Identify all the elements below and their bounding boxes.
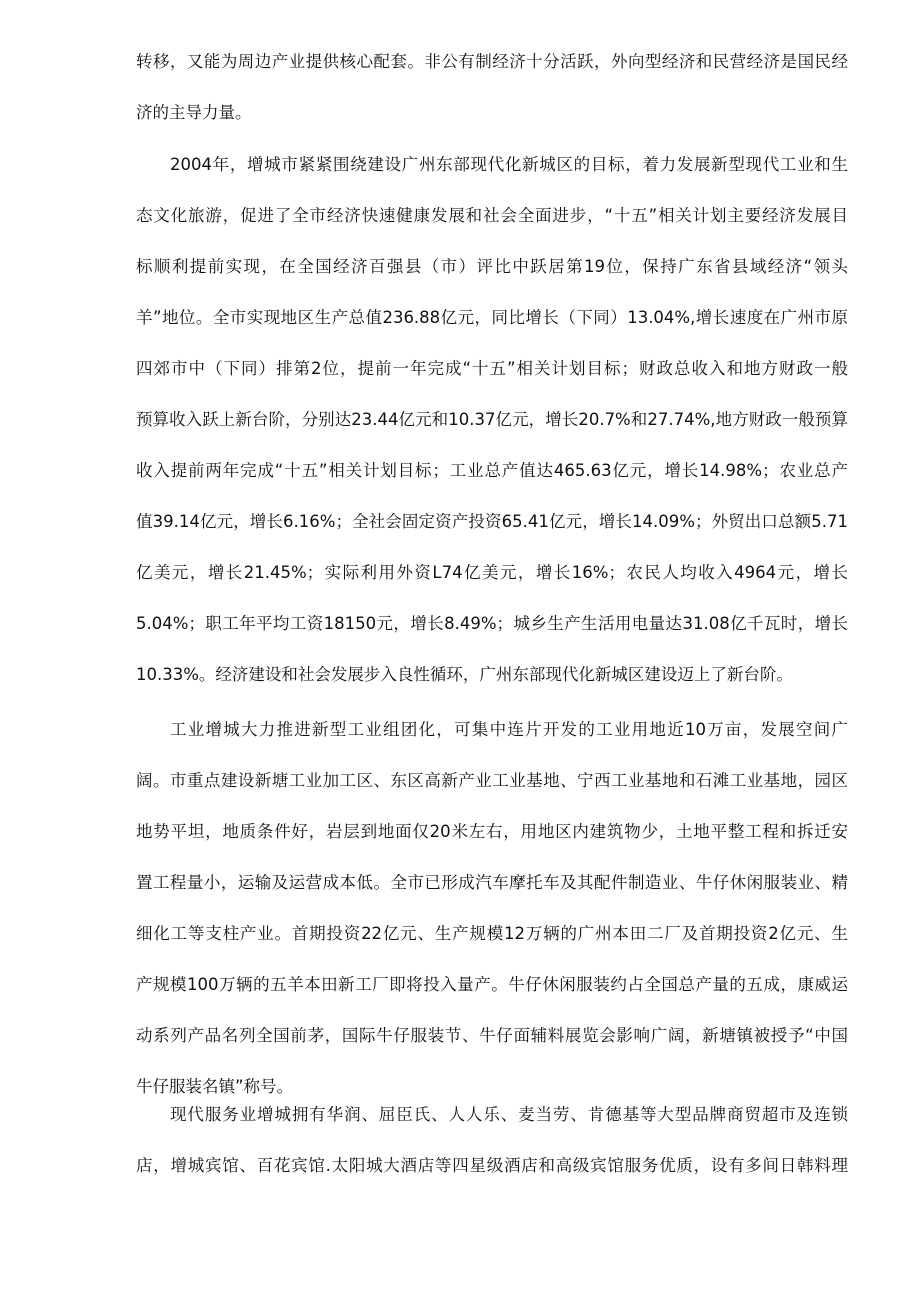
paragraph-line: 羊”地位。全市实现地区生产总值236.88亿元，同比增长（下同）13.04%,增长速度在广州市原 <box>136 308 848 327</box>
paragraph-1 <box>136 50 848 125</box>
paragraph-line: 亿美元，增长21.45%；实际利用外资L74亿美元，增长16%；农民人均收入4964元，增长 <box>136 563 848 582</box>
paragraph-line: 动系列产品名列全国前茅，国际牛仔服装节、牛仔面辅料展览会影响广阔，新塘镇被授予“中国 <box>136 1026 848 1045</box>
paragraph-3 <box>136 718 848 1099</box>
paragraph-line: 转移，又能为周边产业提供核心配套。非公有制经济十分活跃，外向型经济和民营经济是国民经 <box>136 52 848 71</box>
paragraph-line: 现代服务业增城拥有华润、屈臣氏、人人乐、麦当劳、肯德基等大型品牌商贸超市及连锁 <box>170 1105 848 1124</box>
paragraph-line: 店，增城宾馆、百花宾馆.太阳城大酒店等四星级酒店和高级宾馆服务优质，设有多间日韩料理 <box>136 1156 848 1175</box>
paragraph-2 <box>136 153 848 687</box>
paragraph-line: 2004年，增城市紧紧围绕建设广州东部现代化新城区的目标，着力发展新型现代工业和生 <box>170 155 848 174</box>
paragraph-line: 标顺利提前实现，在全国经济百强县（市）评比中跃居第19位，保持广东省县域经济“领头 <box>136 257 848 276</box>
paragraph-line: 预算收入跃上新台阶，分别达23.44亿元和10.37亿元，增长20.7%和27.74%,地方财政一般预算 <box>136 410 848 429</box>
paragraph-line: 地势平坦，地质条件好，岩层到地面仅20米左右，用地区内建筑物少，土地平整工程和拆迁安 <box>136 822 848 841</box>
paragraph-line: 阔。市重点建设新塘工业加工区、东区高新产业工业基地、宁西工业基地和石滩工业基地，园区 <box>136 771 848 790</box>
paragraph-line: 5.04%；职工年平均工资18150元，增长8.49%；城乡生产生活用电量达31.08亿千瓦时，增长 <box>136 614 848 633</box>
paragraph-4 <box>136 1103 848 1178</box>
paragraph-line: 态文化旅游，促进了全市经济快速健康发展和社会全面进步，“十五”相关计划主要经济发展目 <box>136 206 848 225</box>
paragraph-line: 工业增城大力推进新型工业组团化，可集中连片开发的工业用地近10万亩，发展空间广 <box>170 720 848 739</box>
paragraph-line: 置工程量小，运输及运营成本低。全市已形成汽车摩托车及其配件制造业、牛仔休闲服装业、精 <box>136 873 848 892</box>
paragraph-line: 牛仔服装名镇”称号。 <box>136 1077 294 1096</box>
paragraph-line: 10.33%。经济建设和社会发展步入良性循环，广州东部现代化新城区建设迈上了新台阶。 <box>136 665 793 684</box>
paragraph-line: 值39.14亿元，增长6.16%；全社会固定资产投资65.41亿元，增长14.09%；外贸出口总额5.71 <box>136 512 848 531</box>
paragraph-line: 济的主导力量。 <box>136 103 252 122</box>
paragraph-line: 收入提前两年完成“十五”相关计划目标；工业总产值达465.63亿元，增长14.98%；农业总产 <box>136 461 848 480</box>
paragraph-line: 产规模100万辆的五羊本田新工厂即将投入量产。牛仔休闲服装约占全国总产量的五成，康威运 <box>136 975 848 994</box>
paragraph-line: 四郊市中（下同）排第2位，提前一年完成“十五”相关计划目标；财政总收入和地方财政一般 <box>136 359 848 378</box>
paragraph-line: 细化工等支柱产业。首期投资22亿元、生产规模12万辆的广州本田二厂及首期投资2亿元、生 <box>136 924 848 943</box>
